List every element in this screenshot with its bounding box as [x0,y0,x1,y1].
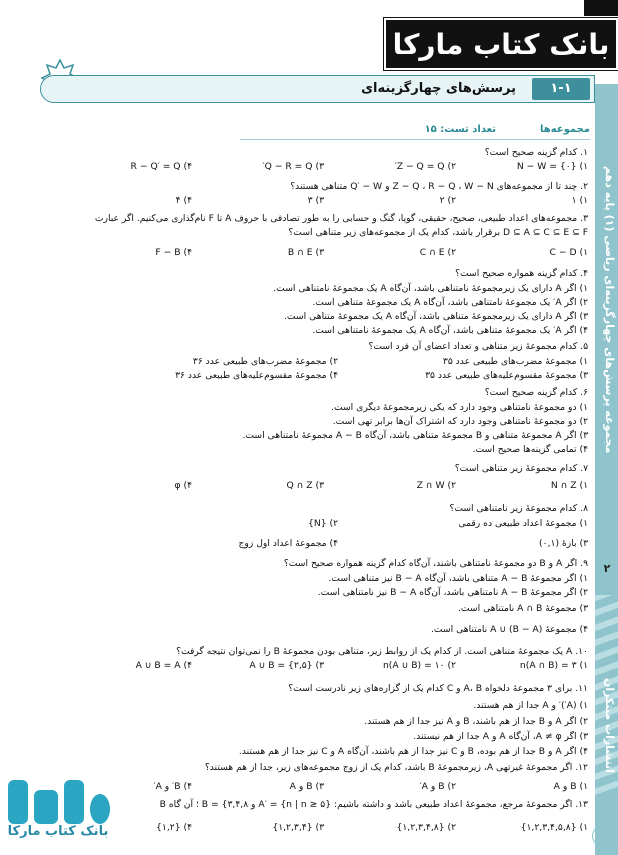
q5-option-3[interactable]: ۳) مجموعهٔ مقسوم‌علیه‌های طبیعی عدد ۳۵ [425,370,588,381]
q9-option-4[interactable]: ۴) مجموعهٔ A ∪ (B − A) نامتناهی است. [430,624,588,635]
q3-line-1: ۳. مجموعه‌های اعداد طبیعی، صحیح، حقیقی، گویا، گنگ و حسابی را به طور تصادفی با حروف A تا F نام‌گذاری می‌کنیم. اگر عبارت [94,213,588,224]
q13-options [90,822,588,834]
q5-stem: ۵. کدام مجموعهٔ زیر متناهی و تعداد اعضای آن فرد است؟ [368,341,588,352]
q8-stem: ۸. کدام مجموعهٔ زیر نامتناهی است؟ [449,503,588,514]
q2-option-3[interactable]: ۳) ۳ [307,195,324,206]
q7-options [90,480,588,492]
q5-option-1[interactable]: ۱) مجموعهٔ مضرب‌های طبیعی عدد ۳۵ [442,356,588,367]
q12-option-3[interactable]: ۳) B و A [289,781,324,792]
q1-stem: ۱. کدام گزینه صحیح است؟ [484,147,588,158]
subheader-rule [240,139,590,140]
q11-option-1[interactable]: ۱) (A′)′ و A جدا از هم هستند. [473,700,588,711]
q10-option-2[interactable]: ۲) n(A ∪ B) = ۱۰ [382,660,456,671]
q12-options [90,781,588,793]
brand-banner-text: بانک کتاب مارکا [392,28,610,61]
q12-option-2[interactable]: ۲) B و A′ [419,781,456,792]
q3-option-1[interactable]: ۱) C − D [549,247,588,258]
q13-option-3[interactable]: ۳) {۱,۲,۳,۴} [272,822,324,833]
q1-option-1[interactable]: ۱) N − W = {۰} [516,161,588,172]
section-header [40,75,595,103]
q11-option-3[interactable]: ۳) اگر A ≠ φ، آن‌گاه A و A جدا از هم نیستند. [413,731,588,742]
marka-logo-text: بانک کتاب مارکا [7,824,109,839]
section-title: پرسش‌های چهارگزینه‌ای [361,81,516,96]
side-book-title: مجموعه پرسش‌های چهارگزینه‌ای ریاضی (۱) پایه دهم [603,166,616,454]
q2-option-1[interactable]: ۱) ۱ [571,195,588,206]
q6-option-3[interactable]: ۳) اگر A مجموعهٔ متناهی و B مجموعهٔ متناهی باشد، آن‌گاه A − B مجموعهٔ نامتناهی است. [242,430,588,441]
q8-options-row-1 [90,518,588,530]
q7-option-2[interactable]: ۲) Z ∩ W [416,480,456,491]
q2-stem: ۲. چند تا از مجموعه‌های Z − Q ، R − Q ، W − N و Q′ − W متناهی هستند؟ [290,181,588,192]
q1-option-4[interactable]: ۴) R − Q′ = Q [130,161,192,172]
q9-option-1[interactable]: ۱) اگر مجموعهٔ A − B متناهی باشد، آن‌گاه B − A نیز متناهی است. [328,573,588,584]
q1-options [90,161,588,173]
q6-option-2[interactable]: ۲) دو مجموعهٔ نامتناهی وجود دارد که اشتراک آن‌ها برابر تهی است. [332,416,588,427]
topic-label: مجموعه‌ها [540,124,590,135]
q8-options-row-2 [90,538,588,550]
q10-options [90,660,588,672]
q7-option-4[interactable]: ۴) φ [174,480,192,491]
q10-stem: ۱۰. A یک مجموعهٔ متناهی است. از کدام یک از روابط زیر، متناهی بودن مجموعهٔ B را نمی‌توان نتیجه گرفت؟ [176,646,588,657]
q3-option-4[interactable]: ۴) F − B [155,247,192,258]
q12-option-1[interactable]: ۱) B و A [553,781,588,792]
q12-option-4[interactable]: ۴) B′ و A′ [153,781,192,792]
q1-option-2[interactable]: ۲) Z − Q = Q′ [394,161,456,172]
q4-option-3[interactable]: ۳) اگر A دارای یک زیرمجموعهٔ متناهی باشد، آن‌گاه A یک مجموعهٔ متناهی است. [283,311,588,322]
q7-option-3[interactable]: ۳) Q ∩ Z [286,480,324,491]
q8-option-3[interactable]: ۳) بازهٔ (۰,۱) [539,538,588,549]
q3-options [90,247,588,259]
q3-line-2: D ⊆ A ⊆ C ⊆ E ⊆ F برقرار باشد، کدام یک از مجموعه‌های زیر متناهی است؟ [288,227,588,238]
section-number: ۱-۱ [532,78,590,100]
subheader [240,124,590,140]
q3-option-2[interactable]: ۲) C ∩ E [419,247,456,258]
q11-option-4[interactable]: ۴) اگر A و B جدا از هم بوده، B و C نیز جدا از هم باشند، آن‌گاه A و C نیز جدا از هم هستند. [238,746,588,757]
q2-options [90,195,588,207]
q4-option-2[interactable]: ۲) اگر A′ یک مجموعهٔ نامتناهی باشد، آن‌گاه A یک مجموعهٔ متناهی است. [312,297,588,308]
q9-option-3[interactable]: ۳) مجموعهٔ A ∩ B نامتناهی است. [457,603,588,614]
q8-option-4[interactable]: ۴) مجموعهٔ اعداد اول زوج [238,538,338,549]
q10-option-1[interactable]: ۱) n(A ∩ B) = ۳ [519,660,588,671]
q13-option-2[interactable]: ۲) {۱,۲,۳,۴,۸} [396,822,456,833]
corner-circle-decoration [592,826,612,846]
q13-option-1[interactable]: ۱) {۱,۲,۳,۴,۵,۸} [520,822,588,833]
q13-stem: ۱۳. اگر مجموعهٔ مرجع، مجموعهٔ اعداد طبیعی باشد و داشته باشیم: {A′ = {n | n ≥ ۵ و B = {۳,۴,۸ ؛ آن گاه B [159,799,588,810]
side-publisher: انتشارات مبتکران [603,677,616,773]
q12-stem: ۱۲. اگر مجموعهٔ غیرتهی A، زیرمجموعهٔ B باشد، کدام یک از زوج مجموعه‌های زیر، جدا از هم هستند؟ [204,762,588,773]
q5-option-4[interactable]: ۴) مجموعهٔ مقسوم‌علیه‌های طبیعی عدد ۳۶ [175,370,338,381]
page-number: ۲ [603,562,611,575]
q2-option-4[interactable]: ۴) ۴ [175,195,192,206]
q9-stem: ۹. اگر A و B دو مجموعهٔ نامتناهی باشند، آن‌گاه کدام گزینه همواره صحیح است؟ [283,558,588,569]
q6-stem: ۶. کدام گزینه صحیح است؟ [484,387,588,398]
q6-option-1[interactable]: ۱) دو مجموعهٔ نامتناهی وجود دارد که یکی زیرمجموعهٔ دیگری است. [331,402,588,413]
q10-option-3[interactable]: ۳) A ∪ B = {۲,۵} [249,660,324,671]
q5-options-row-2 [90,370,588,382]
q8-option-1[interactable]: ۱) مجموعهٔ اعداد طبیعی ده رقمی [458,518,588,529]
q1-option-3[interactable]: ۳) Q − R = Q′ [262,161,324,172]
q5-option-2[interactable]: ۲) مجموعهٔ مضرب‌های طبیعی عدد ۳۶ [192,356,338,367]
brand-banner [384,18,618,70]
q9-option-2[interactable]: ۲) اگر مجموعهٔ A − B نامتناهی باشد، آن‌گاه B − A نیز نامتناهی است. [317,587,588,598]
marka-logo-mark-icon [2,780,112,824]
q11-option-2[interactable]: ۲) اگر A و B جدا از هم باشند، B و A نیز جدا از هم هستند. [364,716,588,727]
marka-logo [2,780,114,850]
q7-stem: ۷. کدام مجموعهٔ زیر متناهی است؟ [454,463,588,474]
q13-option-4[interactable]: ۴) {۱,۲} [156,822,192,833]
question-count: تعداد تست: ۱۵ [424,124,496,135]
q10-option-4[interactable]: ۴) A ∪ B = A [135,660,192,671]
q8-option-2[interactable]: ۲) {N} [307,518,338,529]
q4-option-4[interactable]: ۴) اگر A′ یک مجموعهٔ متناهی باشد، آن‌گاه A یک مجموعهٔ نامتناهی است. [312,325,588,336]
q6-option-4[interactable]: ۴) تمامی گزینه‌ها صحیح است. [472,444,588,455]
q4-option-1[interactable]: ۱) اگر A دارای یک زیرمجموعهٔ نامتناهی باشد، آن‌گاه A یک مجموعهٔ نامتناهی است. [273,283,588,294]
q4-stem: ۴. کدام گزینه همواره صحیح است؟ [455,268,588,279]
top-corner-bar [584,0,618,16]
q5-options-row-1 [90,356,588,368]
q2-option-2[interactable]: ۲) ۲ [439,195,456,206]
q3-option-3[interactable]: ۳) B ∩ E [287,247,324,258]
q11-stem: ۱۱. برای ۳ مجموعهٔ دلخواه A، B و C کدام یک از گزاره‌های زیر نادرست است؟ [288,683,588,694]
q7-option-1[interactable]: ۱) N ∩ Z [550,480,588,491]
